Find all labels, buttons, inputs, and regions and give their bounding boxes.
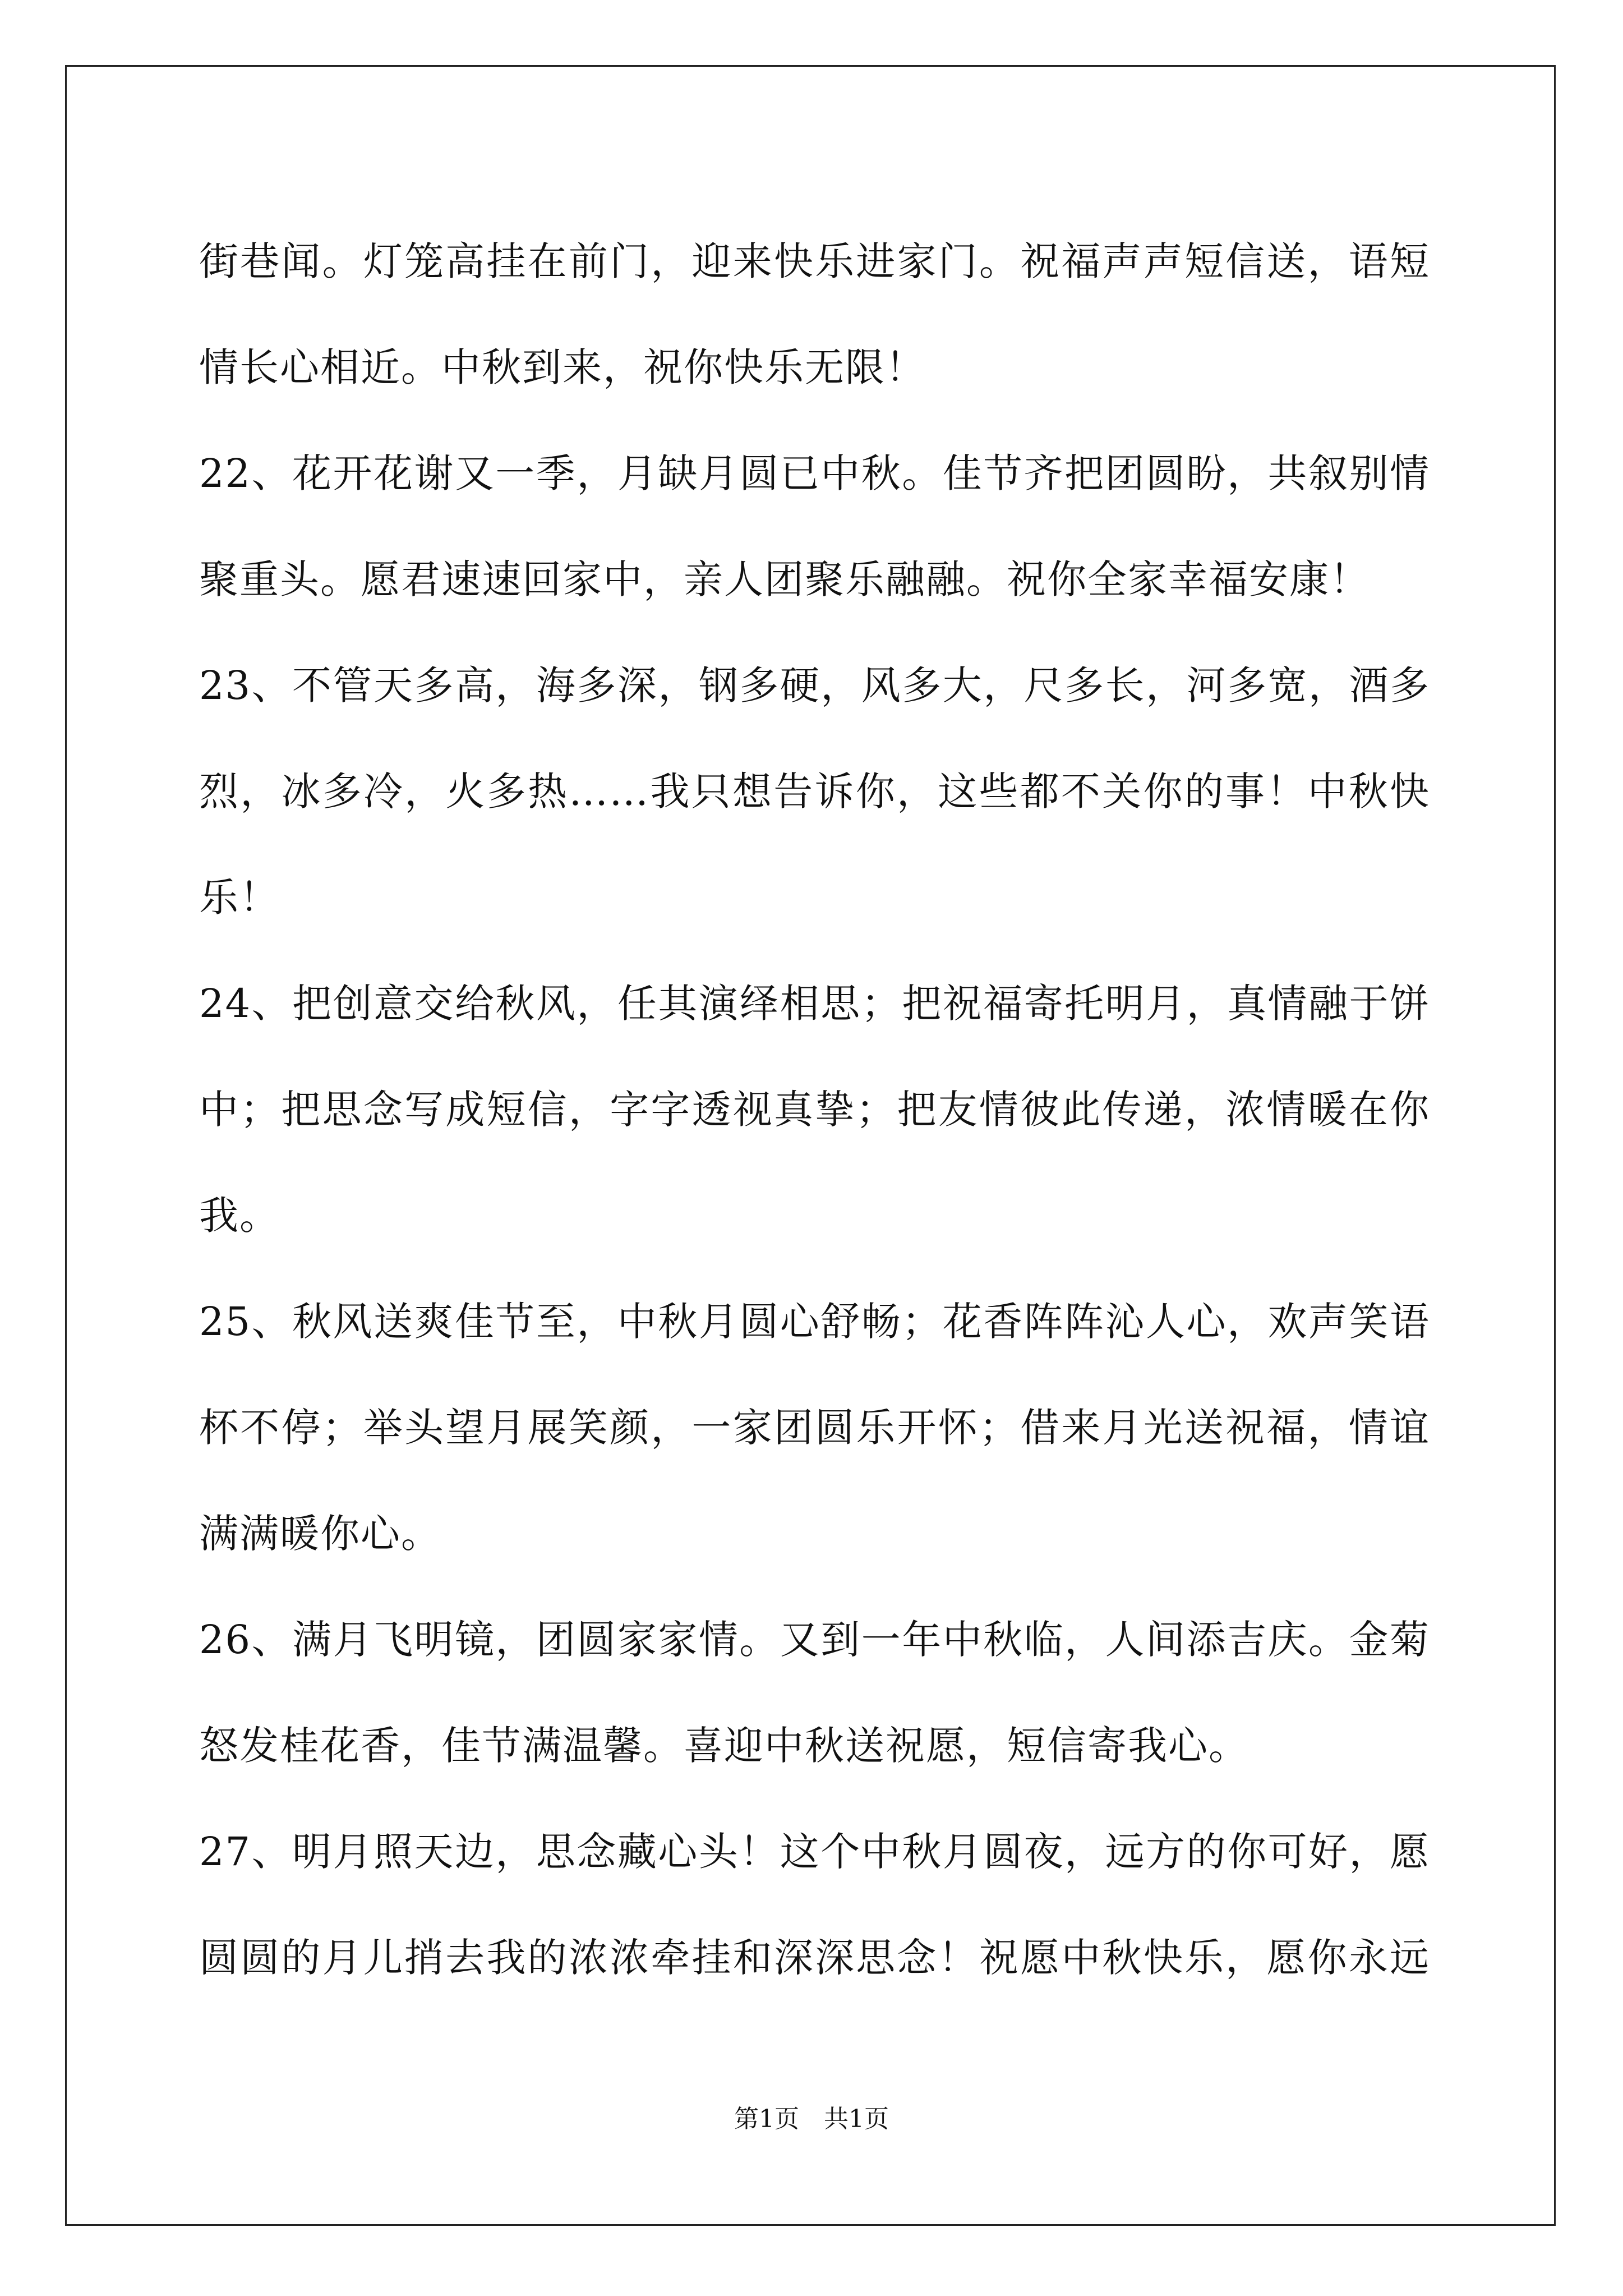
page-number-footer: 第1页 共1页 bbox=[734, 2105, 889, 2133]
text-line: 杯不停；举头望月展笑颜，一家团圆乐开怀；借来月光送祝福，情谊 bbox=[199, 1405, 1430, 1451]
text-line: 中；把思念写成短信，字字透视真挚；把友情彼此传递，浓情暖在你 bbox=[199, 1087, 1430, 1133]
document-body bbox=[199, 209, 1430, 2011]
text-line: 街巷闻。灯笼高挂在前门，迎来快乐进家门。祝福声声短信送，语短 bbox=[199, 238, 1430, 284]
text-line: 怒发桂花香，佳节满温馨。喜迎中秋送祝愿，短信寄我心。 bbox=[199, 1723, 1249, 1769]
text-line: 22、花开花谢又一季，月缺月圆已中秋。佳节齐把团圆盼，共叙别情 bbox=[199, 450, 1430, 496]
text-line: 乐！ bbox=[199, 875, 280, 921]
text-line: 27、明月照天边，思念藏心头！这个中秋月圆夜，远方的你可好，愿 bbox=[199, 1829, 1430, 1875]
text-line: 24、把创意交给秋风，任其演绎相思；把祝福寄托明月，真情融于饼 bbox=[199, 981, 1430, 1027]
text-line: 烈，冰多冷，火多热……我只想告诉你，这些都不关你的事！中秋快 bbox=[199, 769, 1430, 815]
text-line: 情长心相近。中秋到来，祝你快乐无限！ bbox=[199, 344, 926, 390]
text-line: 我。 bbox=[199, 1193, 280, 1239]
text-line: 聚重头。愿君速速回家中，亲人团聚乐融融。祝你全家幸福安康！ bbox=[199, 556, 1370, 602]
text-line: 23、不管天多高，海多深，钢多硬，风多大，尺多长，河多宽，酒多 bbox=[199, 662, 1430, 708]
text-line: 26、满月飞明镜，团圆家家情。又到一年中秋临，人间添吉庆。金菊 bbox=[199, 1617, 1430, 1663]
text-line: 25、秋风送爽佳节至，中秋月圆心舒畅；花香阵阵沁人心，欢声笑语 bbox=[199, 1299, 1430, 1345]
text-line: 满满暖你心。 bbox=[199, 1511, 441, 1557]
text-line: 圆圆的月儿捎去我的浓浓牵挂和深深思念！祝愿中秋快乐，愿你永远 bbox=[199, 1935, 1430, 1981]
